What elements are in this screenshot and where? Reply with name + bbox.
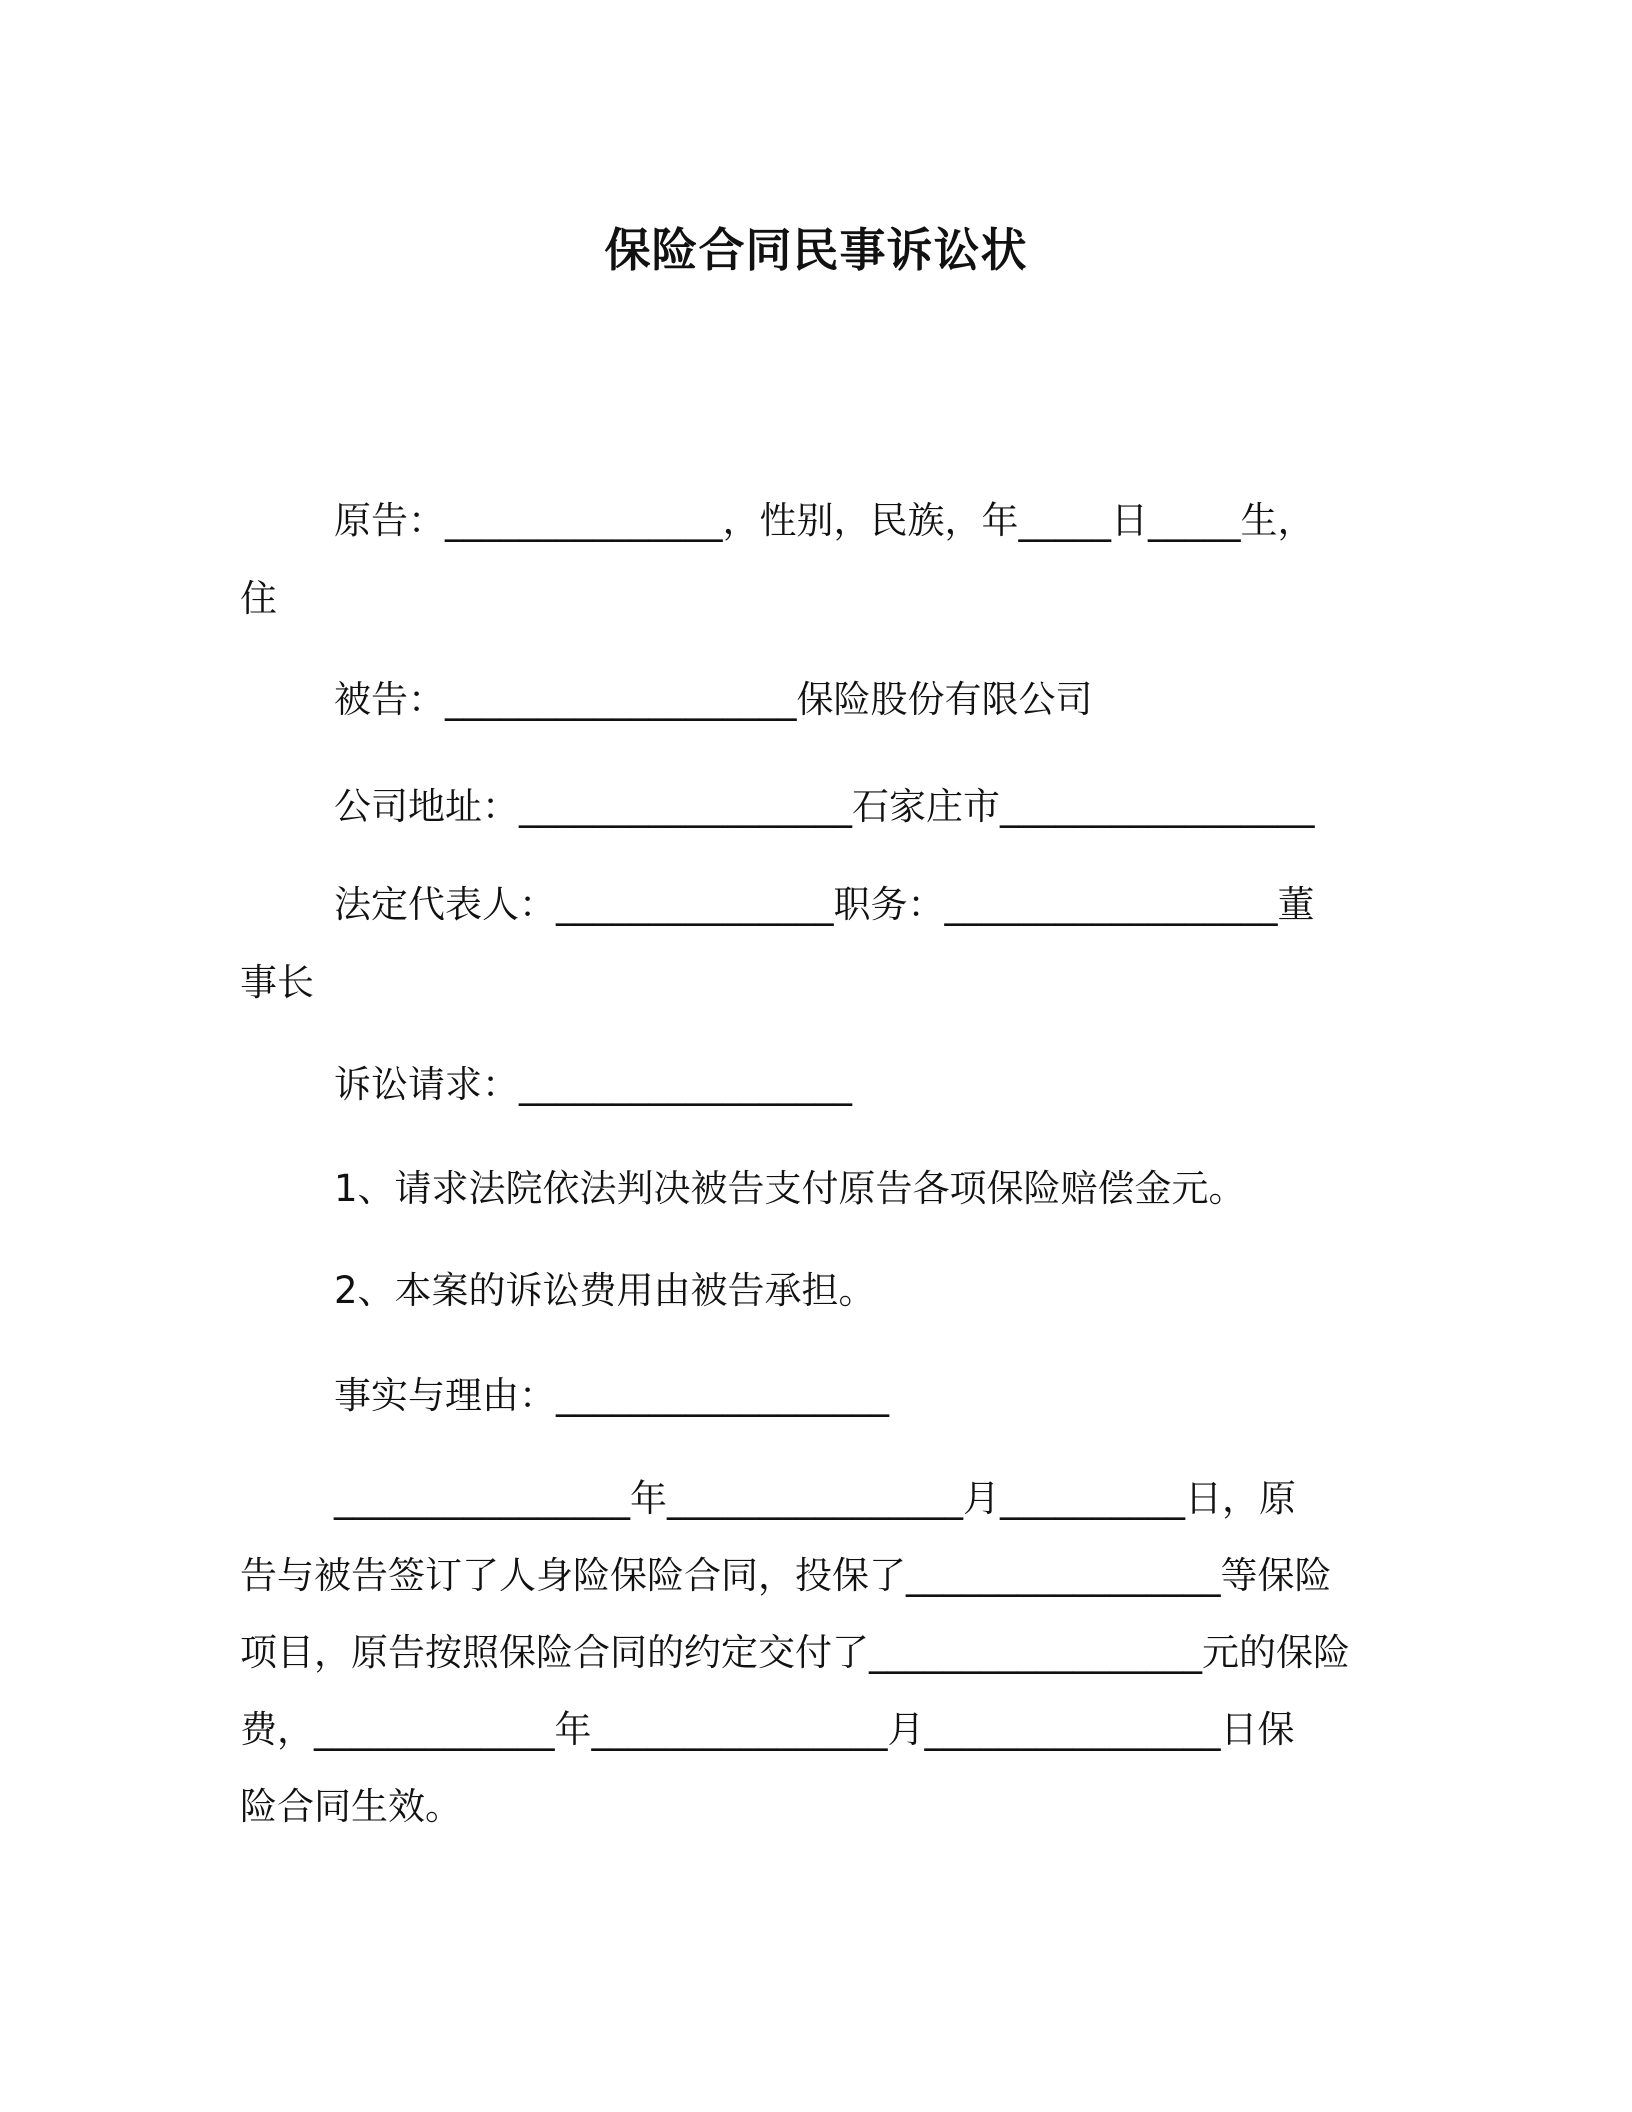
company-address-line: 公司地址：__________________石家庄市_________________	[334, 785, 1315, 828]
claim-item-1: 1、请求法院依法判决被告支付原告各项保险赔偿金元。	[334, 1167, 1246, 1210]
facts-paragraph-line-4: 费，_____________年________________月________________日保	[240, 1708, 1295, 1751]
facts-paragraph-line-1: ________________年________________月__________日，原	[334, 1477, 1296, 1520]
facts-paragraph-line-2: 告与被告签订了人身险保险合同，投保了_________________等保险	[240, 1554, 1332, 1597]
defendant-line: 被告：___________________保险股份有限公司	[334, 678, 1093, 721]
facts-paragraph-line-3: 项目，原告按照保险合同的约定交付了__________________元的保险	[240, 1631, 1350, 1674]
plaintiff-address-line: 住	[240, 577, 277, 620]
facts-heading-line: 事实与理由：__________________	[334, 1374, 889, 1417]
claim-item-2: 2、本案的诉讼费用由被告承担。	[334, 1269, 876, 1312]
legal-representative-title-line: 事长	[240, 961, 314, 1004]
legal-representative-line: 法定代表人：_______________职务：__________________董	[334, 883, 1315, 926]
plaintiff-line: 原告：_______________，性别，民族，年_____日_____生，	[334, 499, 1315, 542]
claims-heading-line: 诉讼请求：__________________	[334, 1063, 852, 1106]
facts-paragraph-line-5: 险合同生效。	[240, 1785, 462, 1828]
document-title: 保险合同民事诉讼状	[604, 223, 1028, 277]
